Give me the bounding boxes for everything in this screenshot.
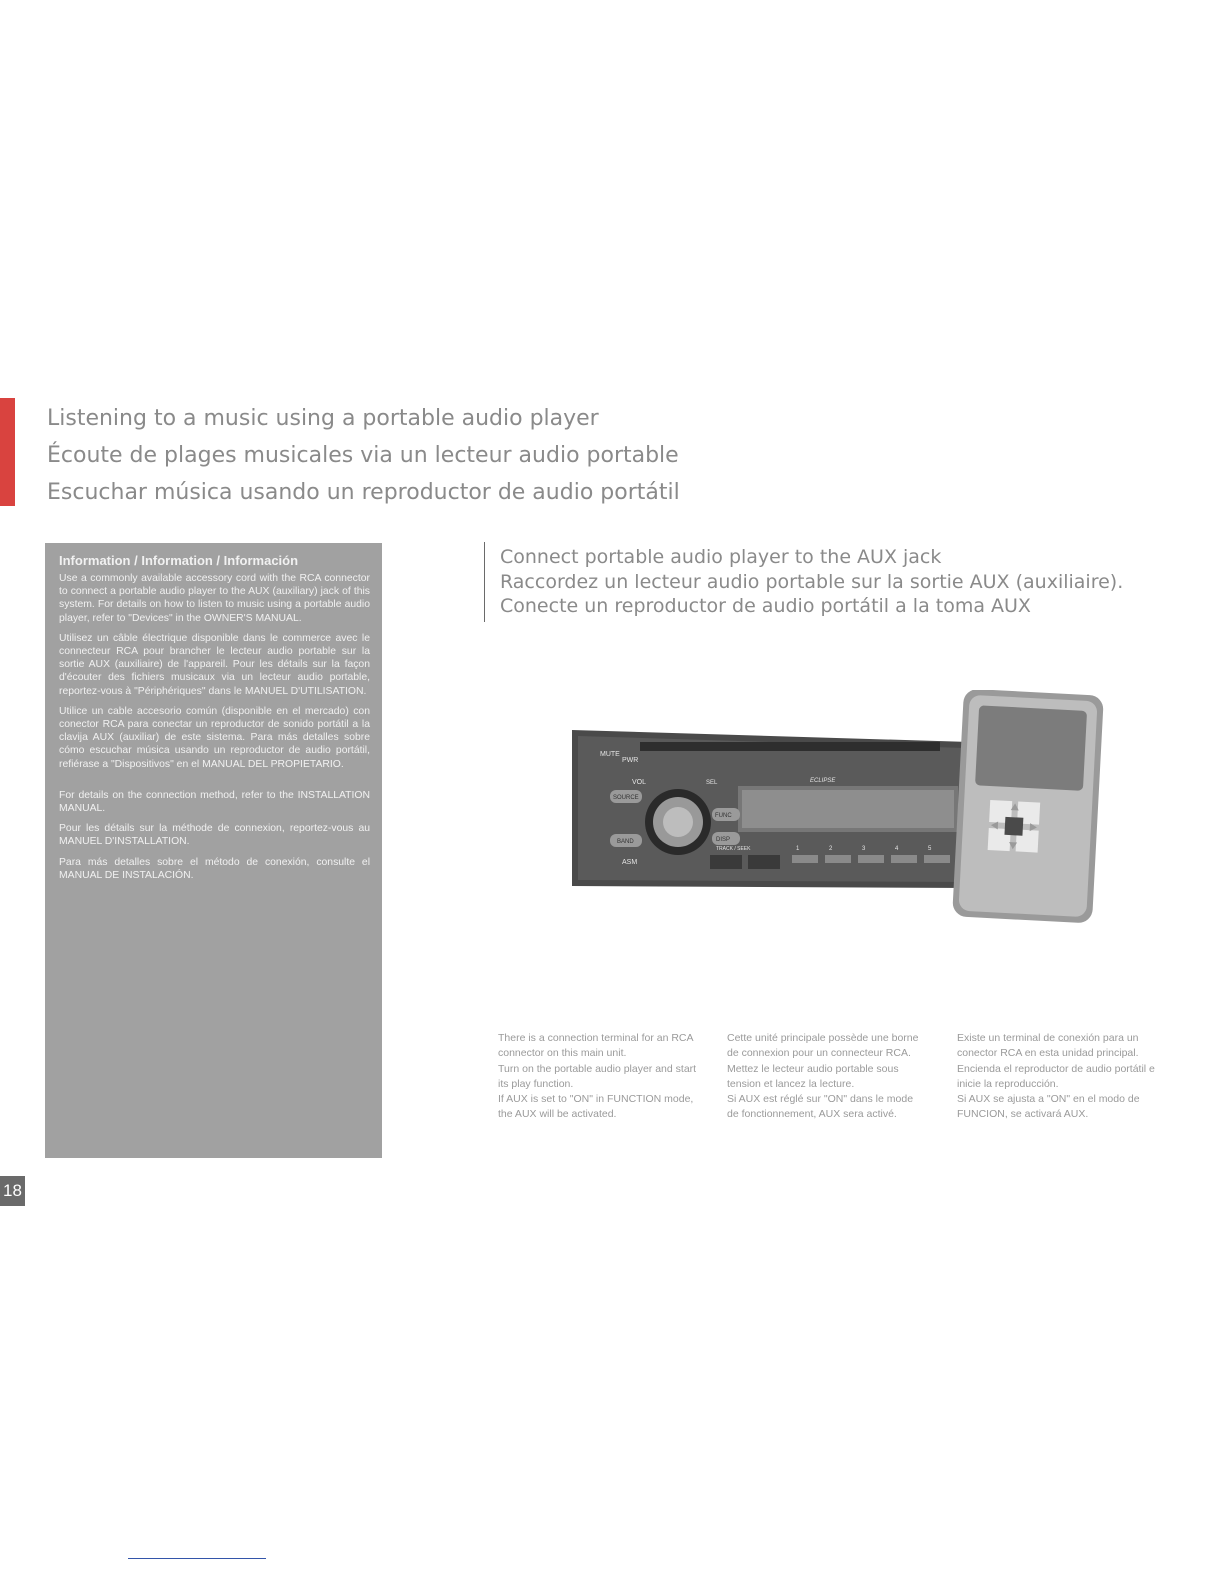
- description-es-line: Encienda el reproductor de audio portátil e inicie la reproducción.: [957, 1062, 1155, 1090]
- func-label: FUNC: [715, 813, 732, 819]
- preset-4-label: 4: [895, 846, 899, 852]
- info-paragraph-fr: Utilisez un câble électrique disponible dans le commerce avec le connecteur RCA pour brancher le lecteur audio portable sur la sortie AUX (auxiliaire) de l'appareil. Pour les détails sur la façon d'écouter des fichiers musicaux via un lecteur audio portable, reportez-vous à "Périphériques" dans le MANUEL D'UTILISATION.: [59, 632, 370, 697]
- mute-label: MUTE: [600, 751, 620, 758]
- page-title-en: Listening to a music using a portable audio player: [47, 406, 599, 431]
- description-fr-line: Mettez le lecteur audio portable sous tension et lancez la lecture.: [727, 1062, 899, 1090]
- description-es-line: Existe un terminal de conexión para un conector RCA en esta unidad principal.: [957, 1032, 1139, 1060]
- vol-label: VOL: [632, 779, 647, 786]
- sel-label: SEL: [706, 780, 718, 786]
- pwr-label: PWR: [622, 757, 639, 764]
- page-number: 18: [0, 1176, 25, 1206]
- car-stereo-unit: [572, 730, 970, 888]
- description-en-line: There is a connection terminal for an RCA connector on this main unit.: [498, 1032, 693, 1060]
- info-paragraph-es: Utilice un cable accesorio común (disponible en el mercado) con conector RCA para conectar un reproductor de sonido portátil a la clavija AUX (auxiliar) de este sistema. Para más detalles sobre cómo escuchar música usando un reproductor de audio portátil, refiérase a "Dispositivos" en el MANUAL DEL PROPIETARIO.: [59, 705, 370, 770]
- preset-1-label: 1: [796, 846, 800, 852]
- info-paragraph-en: Use a commonly available accessory cord with the RCA connector to connect a portable audio player to the AUX (auxiliary) jack of this system. For details on how to listen to music using a portable audio player, refer to "Devices" in the OWNER'S MANUAL.: [59, 573, 370, 624]
- description-fr-line: Si AUX est réglé sur "ON" dans le mode de fonctionnement, AUX sera activé.: [727, 1093, 914, 1121]
- stereo-and-player-illustration: [570, 690, 1110, 930]
- description-en-line: If AUX is set to "ON" in FUNCTION mode, the AUX will be activated.: [498, 1093, 694, 1121]
- instruction-es: Conecte un reproductor de audio portátil a la toma AUX: [500, 595, 1031, 617]
- info-install-es: Para más detalles sobre el método de conexión, consulte el MANUAL DE INSTALACIÓN.: [59, 856, 370, 881]
- instruction-fr: Raccordez un lecteur audio portable sur la sortie AUX (auxiliaire).: [500, 570, 1124, 593]
- track-seek-label: TRACK / SEEK: [716, 846, 751, 852]
- preset-2-label: 2: [829, 846, 833, 852]
- page-title-es: Escuchar música usando un reproductor de audio portátil: [47, 480, 680, 505]
- disp-label: DISP: [716, 837, 731, 843]
- footnote-rule: [128, 1558, 266, 1559]
- information-title: Information / Information / Información: [59, 553, 299, 568]
- instruction-divider: [484, 542, 485, 622]
- source-label: SOURCE: [613, 795, 639, 801]
- description-es: [957, 1031, 1157, 1123]
- portable-audio-player: [952, 690, 1104, 924]
- preset-5-label: 5: [928, 846, 932, 852]
- description-fr-line: Cette unité principale possède une borne de connexion pour un connecteur RCA.: [727, 1032, 919, 1060]
- section-accent-bar: [0, 398, 15, 506]
- band-label: BAND: [617, 839, 634, 845]
- info-install-en: For details on the connection method, refer to the INSTALLATION MANUAL.: [59, 789, 370, 815]
- page-title-block: [47, 400, 680, 511]
- page-title-fr: Écoute de plages musicales via un lecteur audio portable: [47, 443, 679, 468]
- brand-label: ECLIPSE: [810, 778, 836, 784]
- asm-label: ASM: [622, 859, 638, 866]
- description-en: [498, 1031, 698, 1123]
- description-es-line: Si AUX se ajusta a "ON" en el modo de FUNCION, se activará AUX.: [957, 1093, 1140, 1121]
- instruction-block: [500, 545, 1123, 619]
- information-box: [45, 543, 382, 1158]
- info-install-fr: Pour les détails sur la méthode de connexion, reportez-vous au MANUEL D'INSTALLATION.: [59, 823, 370, 848]
- instruction-en: Connect portable audio player to the AUX jack: [500, 546, 942, 568]
- description-en-line: Turn on the portable audio player and start its play function.: [498, 1062, 697, 1090]
- preset-3-label: 3: [862, 846, 866, 852]
- description-fr: [727, 1031, 927, 1123]
